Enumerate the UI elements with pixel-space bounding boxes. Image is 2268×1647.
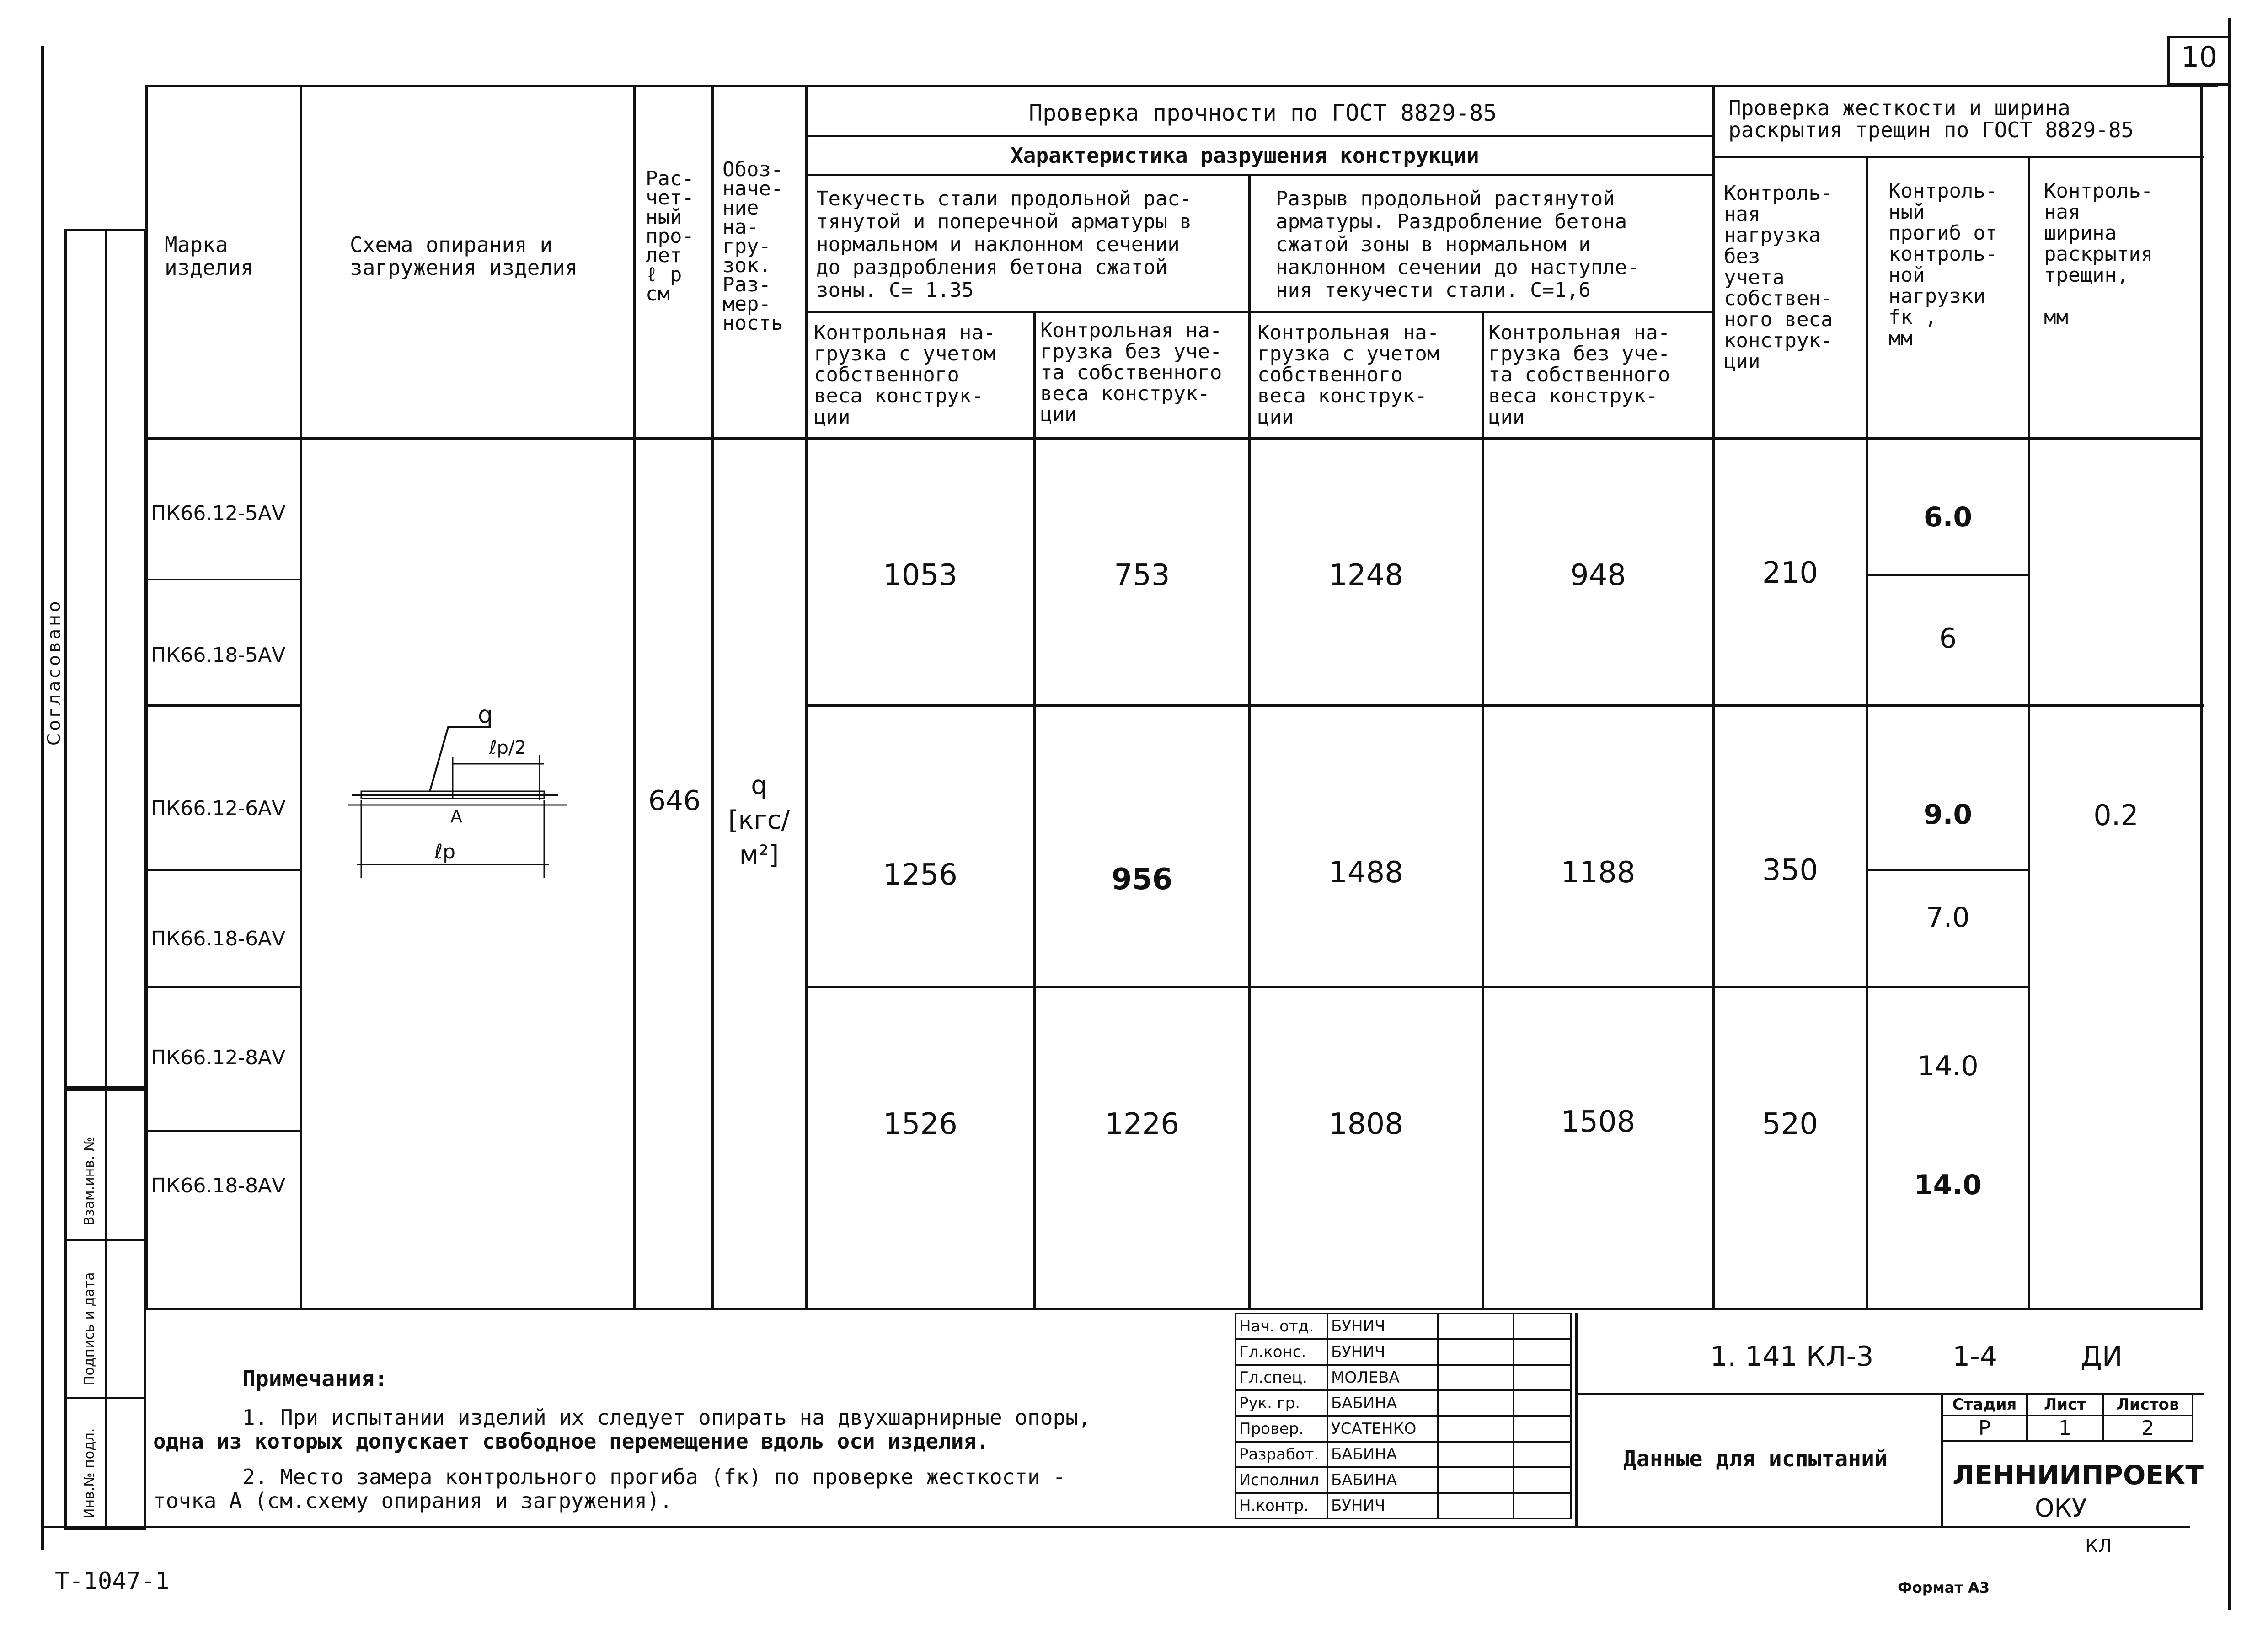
stage-header-row bbox=[1942, 1394, 2193, 1416]
side-label-inv-original: Инв.№ подл. bbox=[81, 1428, 97, 1518]
g1-deflection-a: 6.0 bbox=[1923, 501, 1973, 533]
mark-1: ПК66.12-5АV bbox=[151, 502, 286, 525]
g3-stiff-load: 520 bbox=[1762, 1107, 1819, 1141]
stamp-date bbox=[1514, 1467, 1571, 1493]
g2-deflection-a: 9.0 bbox=[1923, 799, 1973, 831]
stamp-row bbox=[1236, 1442, 1571, 1467]
header-rupture-with-self: Контрольная на- грузка с учетом собственного веса конструк- ции bbox=[1257, 321, 1439, 429]
stamp-row bbox=[1236, 1467, 1571, 1493]
doc-code: 1. 141 КЛ-3 bbox=[1710, 1341, 1874, 1373]
stamp-signature bbox=[1438, 1467, 1514, 1493]
stamp-name: БУНИЧ bbox=[1327, 1339, 1438, 1365]
stamp-date bbox=[1514, 1339, 1571, 1365]
notation-value: q [кгс/м²] bbox=[728, 771, 790, 870]
note-1-line-1: 1. При испытании изделий их следует опирать на двухшарнирные опоры, bbox=[242, 1405, 1091, 1430]
stamp-role: Нач. отд. bbox=[1236, 1314, 1327, 1339]
mark-6: ПК66.18-8АV bbox=[151, 1174, 286, 1197]
header-stiffness: Проверка жесткости и ширина раскрытия трещин по ГОСТ 8829-85 bbox=[1728, 96, 2134, 142]
organization-name: ЛЕННИИПРОЕКТ bbox=[1952, 1459, 2204, 1491]
row-line-group-2b bbox=[805, 986, 2030, 988]
g2-deflection-b: 7.0 bbox=[1926, 901, 1970, 933]
row-line-mark-1 bbox=[145, 579, 301, 580]
stamp-signatures-table bbox=[1235, 1313, 1572, 1519]
side-strip-lower-divider bbox=[105, 1089, 107, 1530]
doc-range: 1-4 bbox=[1952, 1341, 1997, 1373]
row-line-group-1 bbox=[145, 704, 301, 707]
doc-title: Данные для испытаний bbox=[1623, 1446, 1888, 1472]
stamp-signature bbox=[1438, 1442, 1514, 1467]
g3-yield-with: 1526 bbox=[883, 1107, 957, 1141]
stamp-signature bbox=[1438, 1365, 1514, 1390]
header-strength: Проверка прочности по ГОСТ 8829-85 bbox=[1029, 100, 1497, 126]
note-2-line-2: точка А (см.схему опирания и загружения). bbox=[153, 1488, 673, 1513]
header-failure: Характеристика разрушения конструкции bbox=[1011, 143, 1479, 168]
g3-deflection-a: 14.0 bbox=[1917, 1050, 1979, 1082]
stage-value: Р bbox=[1942, 1416, 2027, 1441]
col-line-9 bbox=[1866, 156, 1868, 1310]
stage-value-row bbox=[1942, 1416, 2193, 1441]
stamp-date bbox=[1514, 1442, 1571, 1467]
scheme-half-span-label: ℓр/2 bbox=[489, 737, 526, 758]
stamp-name: БАБИНА bbox=[1327, 1390, 1438, 1416]
g3-deflection-b: 14.0 bbox=[1914, 1169, 1982, 1201]
doc-suffix: ДИ bbox=[2081, 1341, 2123, 1373]
side-label-signature-date: Подпись и дата bbox=[81, 1272, 97, 1386]
header-yield-with-self: Контрольная на- грузка с учетом собственного веса конструк- ции bbox=[814, 321, 996, 429]
header-scheme: Схема опирания и загружения изделия bbox=[350, 232, 578, 280]
side-sep-1 bbox=[64, 1239, 146, 1241]
stamp-date bbox=[1514, 1390, 1571, 1416]
note-1-line-2: одна из которых допускает свободное перемещение вдоль оси изделия. bbox=[153, 1429, 989, 1454]
col-line-7 bbox=[1482, 311, 1484, 1310]
stage-sheet-table bbox=[1941, 1393, 2193, 1442]
stamp-signature bbox=[1438, 1390, 1514, 1416]
g1-stiff-load: 210 bbox=[1762, 556, 1819, 590]
stamp-name: БАБИНА bbox=[1327, 1467, 1438, 1493]
stamp-row bbox=[1236, 1493, 1571, 1518]
scheme-load-label: q bbox=[478, 701, 493, 729]
stamp-signature bbox=[1438, 1339, 1514, 1365]
g2-rupt-without: 1188 bbox=[1561, 856, 1636, 890]
col-line-5 bbox=[1033, 311, 1036, 1310]
hdr-line-4 bbox=[805, 311, 1715, 313]
row-line-defl-1 bbox=[1866, 574, 2030, 576]
stamp-role: Рук. гр. bbox=[1236, 1390, 1327, 1416]
g1-rupt-with: 1248 bbox=[1329, 558, 1403, 592]
stamp-row bbox=[1236, 1416, 1571, 1442]
sheets-label: Листов bbox=[2103, 1394, 2193, 1416]
g2-stiff-load: 350 bbox=[1762, 853, 1819, 887]
note-2-line-1: 2. Место замера контрольного прогиба (fк) по проверке жесткости - bbox=[242, 1465, 1066, 1489]
header-rupture: Разрыв продольной растянутой арматуры. Раздробление бетона сжатой зоны в нормальном и наклонном сечении до наступле- ния текучести стали. С=1,6 bbox=[1276, 187, 1639, 302]
header-span: Рас- чет- ный про- лет ℓ р см bbox=[646, 167, 694, 306]
header-yield: Текучесть стали продольной рас- тянутой и поперечной арматуры в нормальном и наклонном сечении до раздробления бетона сжатой зоны. С= 1.35 bbox=[816, 187, 1192, 302]
header-stiff-crack: Контроль- ная ширина раскрытия трещин, мм bbox=[2044, 179, 2153, 329]
stamp-name: БУНИЧ bbox=[1327, 1314, 1438, 1339]
mark-4: ПК66.18-6АV bbox=[151, 927, 286, 950]
col-line-6 bbox=[1248, 174, 1251, 1310]
stamp-right-vline bbox=[1575, 1313, 1578, 1528]
span-value: 646 bbox=[648, 785, 701, 817]
stamp-role: Гл.спец. bbox=[1236, 1365, 1327, 1390]
frame-left-line bbox=[41, 46, 44, 1550]
stamp-date bbox=[1514, 1314, 1571, 1339]
header-yield-without-self: Контрольная на- грузка без уче- та собственного веса конструк- ции bbox=[1040, 319, 1222, 426]
hdr-line-2 bbox=[1712, 156, 2204, 158]
sheet-label: Лист bbox=[2027, 1394, 2103, 1416]
header-mark: Марка изделия bbox=[165, 232, 253, 280]
header-stiff-load: Контроль- ная нагрузка без учета собствен- ного веса конструк- ции bbox=[1724, 182, 1833, 373]
mark-3: ПК66.12-6АV bbox=[151, 797, 286, 820]
stamp-role: Провер. bbox=[1236, 1416, 1327, 1442]
footer-format: Формат А3 bbox=[1898, 1579, 1990, 1596]
loading-scheme-diagram bbox=[338, 695, 594, 887]
notes-title: Примечания: bbox=[242, 1366, 388, 1392]
stamp-row bbox=[1236, 1365, 1571, 1390]
scheme-span-label: ℓр bbox=[434, 840, 456, 864]
g2-rupt-with: 1488 bbox=[1329, 856, 1403, 890]
stamp-signature bbox=[1438, 1314, 1514, 1339]
g3-rupt-with: 1808 bbox=[1329, 1107, 1403, 1141]
stamp-date bbox=[1514, 1493, 1571, 1518]
scheme-point-label: А bbox=[450, 806, 462, 826]
col-line-1 bbox=[300, 85, 302, 1310]
row-line-group-1b bbox=[805, 704, 2204, 707]
g1-deflection-b: 6 bbox=[1939, 622, 1957, 655]
stamp-row bbox=[1236, 1339, 1571, 1365]
stamp-signature bbox=[1438, 1493, 1514, 1518]
crack-width-value: 0.2 bbox=[2093, 799, 2139, 832]
frame-right-line bbox=[2228, 18, 2231, 1610]
g1-yield-with: 1053 bbox=[883, 558, 957, 592]
sheet-value: 1 bbox=[2027, 1416, 2103, 1441]
g3-rupt-without: 1508 bbox=[1561, 1105, 1636, 1139]
row-line-mark-2 bbox=[145, 869, 301, 871]
g1-yield-without: 753 bbox=[1114, 558, 1170, 592]
header-stiff-deflection: Контроль- ный прогиб от контроль- ной нагрузки fк , мм bbox=[1888, 179, 1998, 350]
col-line-3 bbox=[711, 85, 714, 1310]
side-label-agreed: Согласовано bbox=[44, 598, 64, 746]
stamp-name: МОЛЕВА bbox=[1327, 1365, 1438, 1390]
frame-bottom-line bbox=[41, 1526, 2190, 1528]
stamp-name: УСАТЕНКО bbox=[1327, 1416, 1438, 1442]
col-line-10 bbox=[2028, 156, 2030, 1310]
department-name: ОКУ bbox=[2035, 1494, 2087, 1523]
g2-yield-without: 956 bbox=[1111, 863, 1173, 896]
stamp-date bbox=[1514, 1416, 1571, 1442]
header-rupture-without-self: Контрольная на- грузка без уче- та собственного веса конструк- ции bbox=[1488, 321, 1670, 429]
stage-label: Стадия bbox=[1942, 1394, 2027, 1416]
stamp-row bbox=[1236, 1314, 1571, 1339]
side-strip-divider bbox=[105, 229, 107, 1089]
hdr-line-3 bbox=[805, 174, 1715, 176]
stamp-date bbox=[1514, 1365, 1571, 1390]
stamp-role: Н.контр. bbox=[1236, 1493, 1327, 1518]
mark-5: ПК66.12-8АV bbox=[151, 1046, 286, 1069]
header-notation: Обоз- наче- ние на- гру- зок. Раз- мер- ность bbox=[722, 158, 783, 335]
footer-doc-number: Т-1047-1 bbox=[55, 1567, 170, 1595]
row-line-defl-2 bbox=[1866, 869, 2030, 871]
stamp-name: БУНИЧ bbox=[1327, 1493, 1438, 1518]
row-line-group-2 bbox=[145, 986, 301, 988]
g1-rupt-without: 948 bbox=[1570, 558, 1626, 592]
row-line-mark-3 bbox=[145, 1130, 301, 1132]
hdr-line-5 bbox=[145, 437, 2203, 440]
footer-initials: КЛ bbox=[2085, 1536, 2112, 1557]
mark-2: ПК66.18-5АV bbox=[151, 644, 286, 667]
side-sep-2 bbox=[64, 1397, 146, 1399]
g3-yield-without: 1226 bbox=[1105, 1107, 1179, 1141]
stamp-role: Исполнил bbox=[1236, 1467, 1327, 1493]
g2-yield-with: 1256 bbox=[883, 858, 957, 892]
sheets-value: 2 bbox=[2103, 1416, 2193, 1441]
hdr-line-1 bbox=[805, 135, 1715, 137]
stamp-name: БАБИНА bbox=[1327, 1442, 1438, 1467]
sheet-corner-number: 10 bbox=[2181, 40, 2217, 74]
stamp-role: Разработ. bbox=[1236, 1442, 1327, 1467]
stamp-role: Гл.конс. bbox=[1236, 1339, 1327, 1365]
stamp-signature bbox=[1438, 1416, 1514, 1442]
col-line-2 bbox=[633, 85, 636, 1310]
side-label-inv-swap: Взам.инв. № bbox=[81, 1137, 97, 1226]
stamp-row bbox=[1236, 1390, 1571, 1416]
